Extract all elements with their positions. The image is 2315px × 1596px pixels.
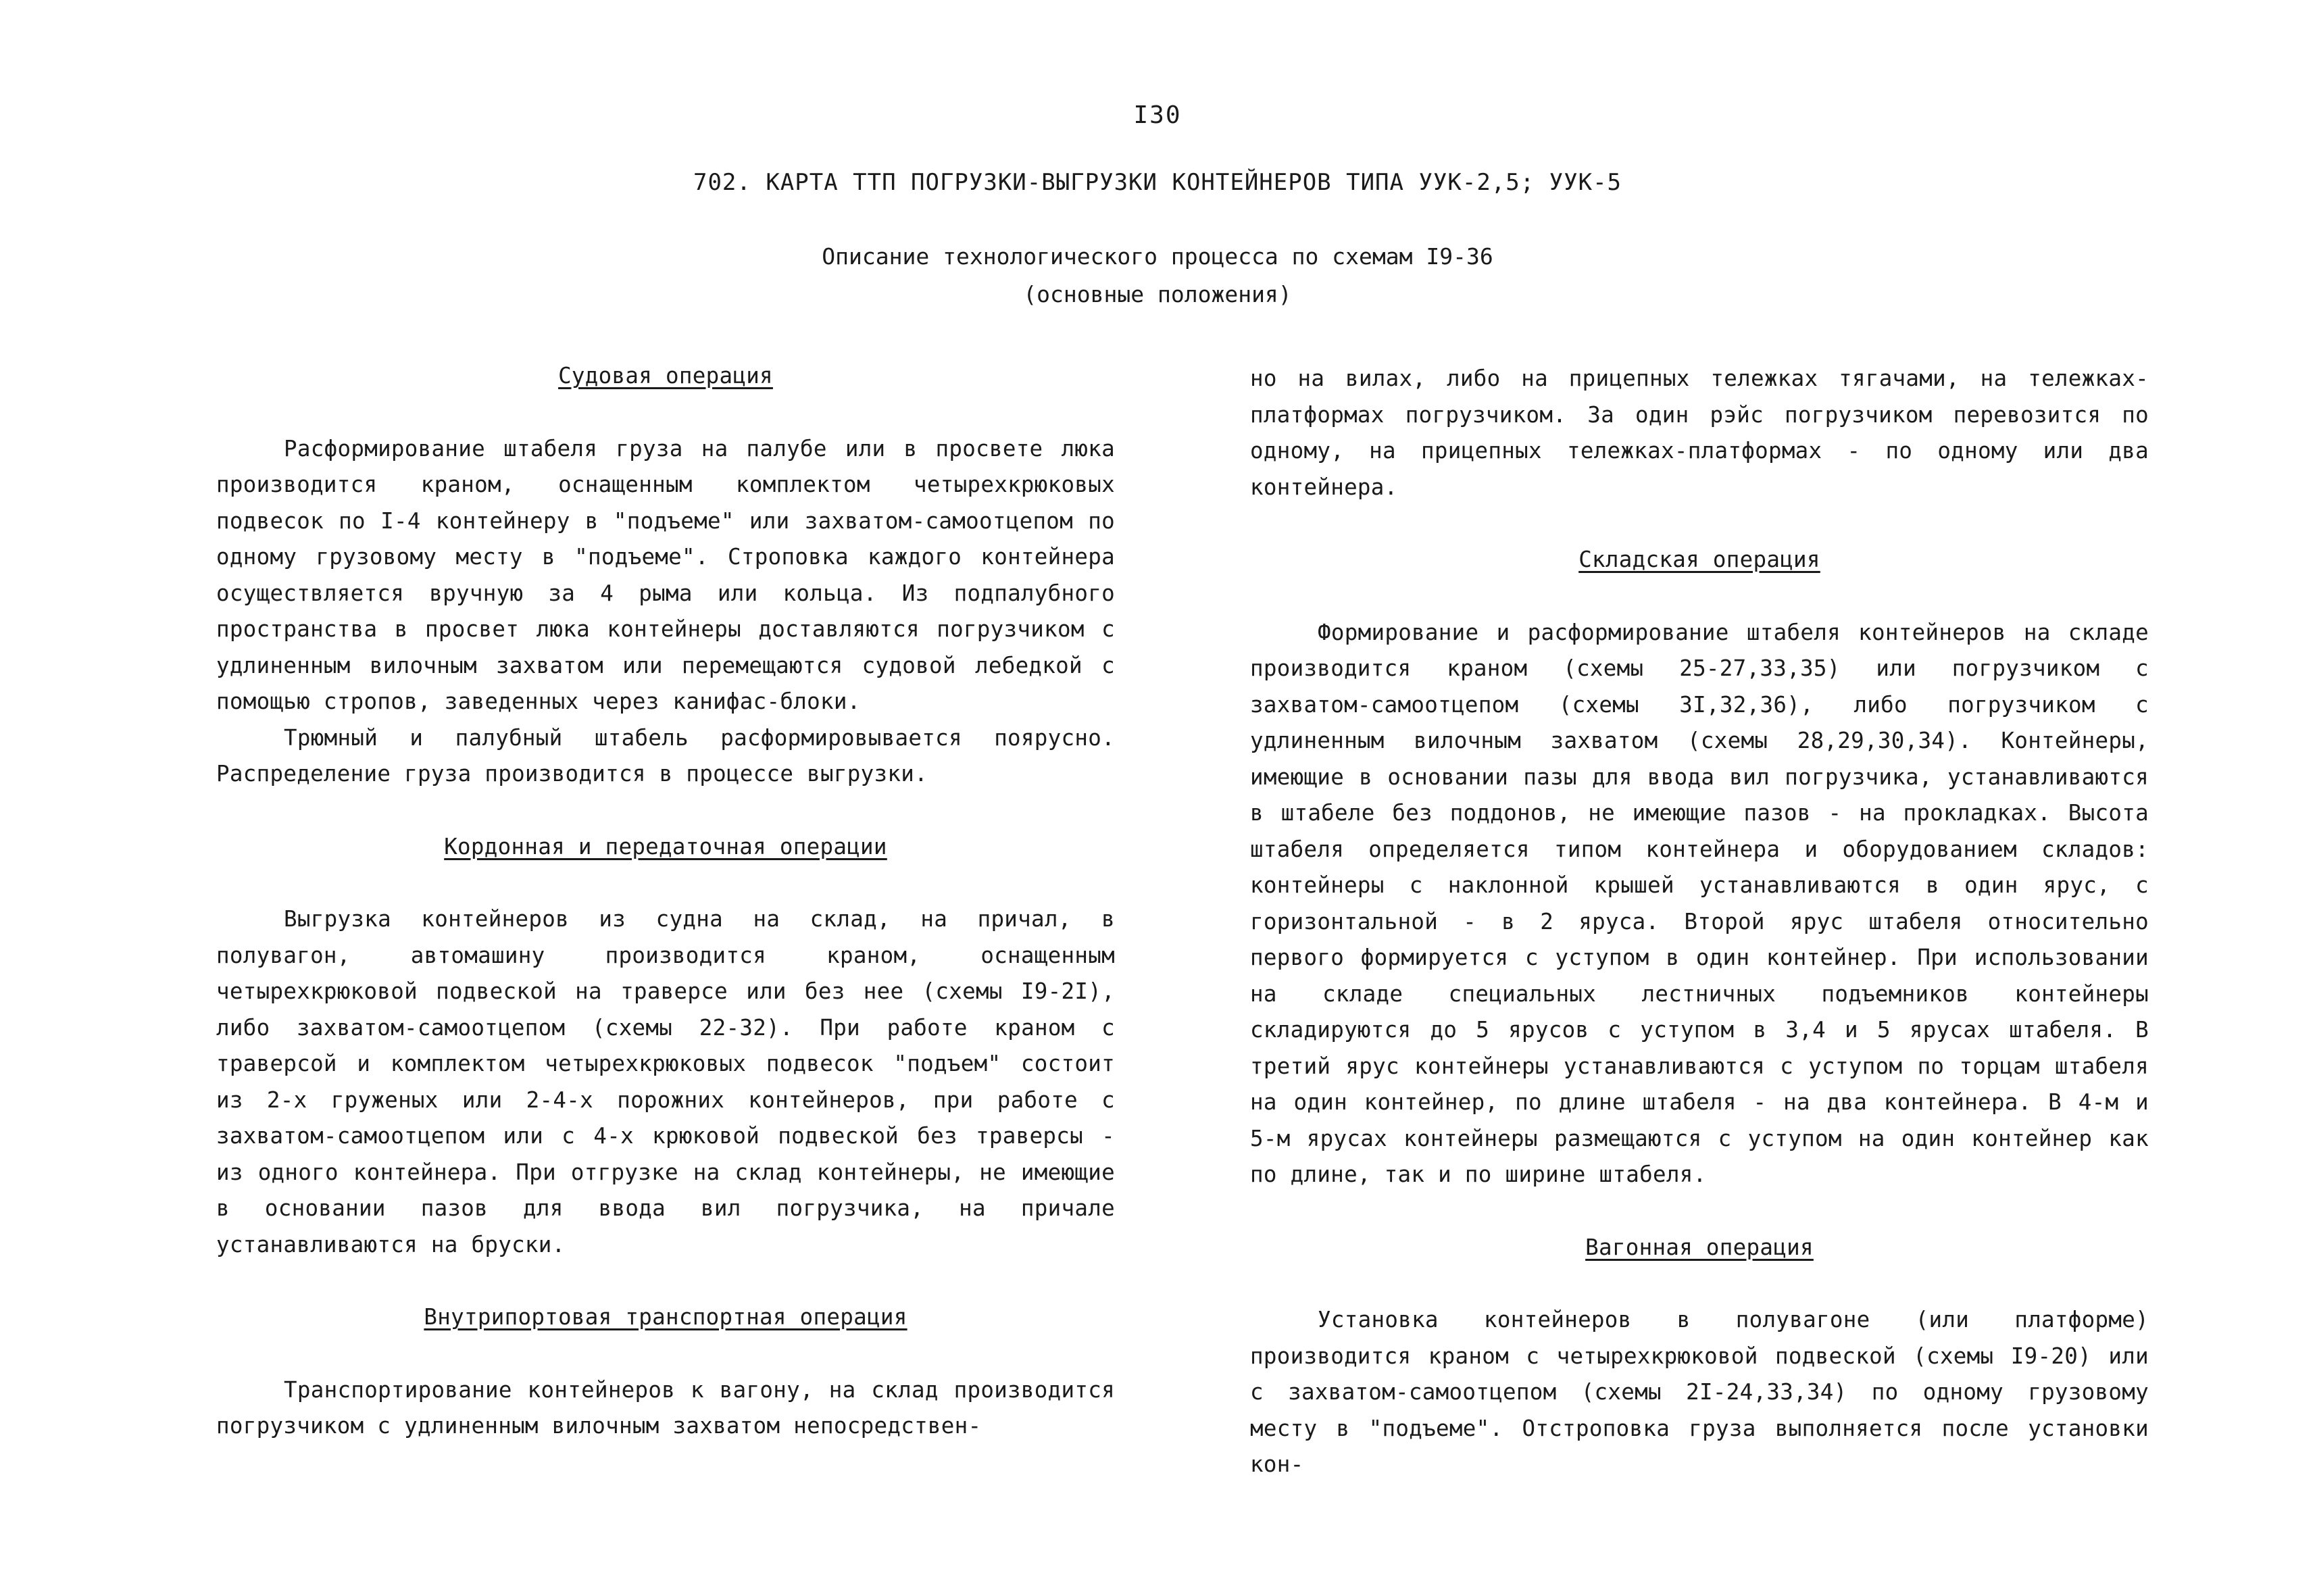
left-column bbox=[216, 358, 1115, 1445]
paragraph-warehouse-operation-1: Формирование и расформирование штабеля контейнеров на складе производится краном (схемы 25-27,33,35) или погрузчиком с захватом-самоотцепом (схемы 3I,32,36), либо погрузчиком с удлиненным вилочным захватом (схемы 28,29,30,34). Контейнеры, имеющие в основании пазы для ввода вил погрузчика, устанавливаются в штабеле без поддонов, не имеющие пазов - на прокладках. Высота штабеля определяется типом контейнера и оборудованием складов: контейнеры с наклонной крышей устанавливаются в один ярус, с горизонтальной - в 2 яруса. Второй ярус штабеля относительно первого формируется с уступом в один контейнер. При использовании на складе специальных лестничных подъемников контейнеры складируются до 5 ярусов с уступом в 3,4 и 5 ярусах штабеля. В третий ярус контейнеры устанавливаются с уступом по торцам штабеля на один контейнер, по длине штабеля - на два контейнера. В 4-м и 5-м ярусах контейнеры размещаются с уступом на один контейнер как по длине, так и по ширине штабеля. bbox=[1250, 619, 2149, 1187]
section-heading-wagon-operation: Вагонная операция bbox=[1585, 1234, 1814, 1260]
section-heading-cordon-operation: Кордонная и передаточная операции bbox=[444, 833, 887, 859]
paragraph-ship-operation-1: Расформирование штабеля груза на палубе или в просвете люка производится краном, оснащенным комплектом четырехкрюковых подвесок по I-4 контейнеру в "подъеме" или захватом-самоотцепом по одному грузовому месту в "подъеме". Строповка каждого контейнера осуществляется вручную за 4 рыма или кольца. Из подпалубного пространства в просвет люка контейнеры доставляются погрузчиком с удлиненным вилочным захватом или перемещаются судовой лебедкой с помощью стропов, заведенных через канифас-блоки. bbox=[216, 435, 1115, 714]
section-heading-transport-operation: Внутрипортовая транспортная операция bbox=[424, 1304, 907, 1330]
document-subtitle bbox=[0, 238, 2315, 314]
paragraph-ship-operation-2: Трюмный и палубный штабель расформировывается поярусно. Распределение груза производится в процессе выгрузки. bbox=[216, 724, 1115, 787]
right-column bbox=[1250, 361, 2149, 1483]
document-title: 702. КАРТА ТТП ПОГРУЗКИ-ВЫГРУЗКИ КОНТЕЙНЕРОВ ТИПА УУК-2,5; УУК-5 bbox=[693, 169, 1622, 196]
subtitle-line-2: (основные положения) bbox=[1023, 281, 1292, 307]
paragraph-wagon-operation-1: Установка контейнеров в полувагоне (или платформе) производится краном с четырехкрюковой подвеской (схемы I9-20) или с захватом-самоотцепом (схемы 2I-24,33,34) по одному грузовому месту в "подъеме". Отстроповка груза выполняется после установки кон- bbox=[1250, 1307, 2149, 1477]
paragraph-cordon-operation-1: Выгрузка контейнеров из судна на склад, на причал, в полувагон, автомашину производится краном, оснащенным четырехкрюковой подвеской на траверсе или без нее (схемы I9-2I), либо захватом-самоотцепом (схемы 22-32). При работе краном с траверсой и комплектом четырехкрюковых подвесок "подъем" состоит из 2-х груженых или 2-4-х порожних контейнеров, при работе с захватом-самоотцепом или с 4-х крюковой подвеской без траверсы - из одного контейнера. При отгрузке на склад контейнеры, не имеющие в основании пазов для ввода вил погрузчика, на причале устанавливаются на бруски. bbox=[216, 906, 1115, 1257]
paragraph-transport-operation-1: Транспортирование контейнеров к вагону, на склад производится погрузчиком с удлиненным вилочным захватом непосредствен- bbox=[216, 1376, 1115, 1439]
subtitle-line-1: Описание технологического процесса по схемам I9-36 bbox=[822, 243, 1493, 270]
page-number: I30 bbox=[1133, 101, 1182, 129]
section-heading-ship-operation: Судовая операция bbox=[558, 363, 773, 389]
section-heading-warehouse-operation: Складская операция bbox=[1578, 547, 1820, 572]
paragraph-transport-operation-continued: но на вилах, либо на прицепных тележках тягачами, на тележках-платформах погрузчиком. За один рэйс погрузчиком перевозится по одному, на прицепных тележках-платформах - по одному или два контейнера. bbox=[1250, 366, 2149, 500]
